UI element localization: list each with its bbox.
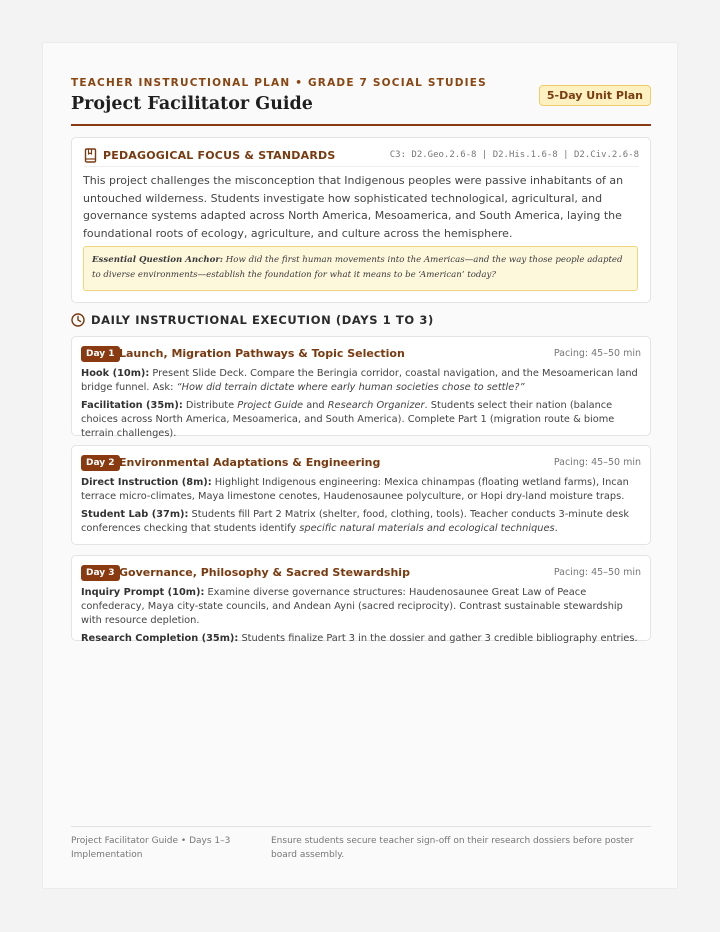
- activity-label: Hook (10m):: [81, 368, 150, 379]
- activity-text: and: [303, 400, 328, 411]
- clock-icon: [71, 313, 85, 327]
- day-card: [71, 336, 651, 439]
- unit-plan-badge: 5-Day Unit Plan: [539, 85, 651, 106]
- activity-label: Facilitation (35m):: [81, 400, 183, 411]
- page-title: Project Facilitator Guide: [71, 94, 313, 114]
- day-title: Governance, Philosophy & Sacred Stewardship: [119, 566, 410, 579]
- activity-text: Examine diverse governance structures: Haudenosaunee Great Law of Peace confederacy, Maya city-state councils, and Andean Ayni (sacred reciprocity). Contrast sustainable stewardship with resource depletion.: [81, 587, 623, 626]
- activity-emphasis: “How did terrain dictate where early human societies chose to settle?”: [176, 382, 525, 393]
- day-card: [71, 555, 651, 644]
- footer-divider: [71, 826, 651, 827]
- document-header: [71, 77, 651, 114]
- header-divider: [71, 124, 651, 126]
- activity-text: .: [554, 523, 558, 534]
- day-card: [71, 445, 651, 545]
- day-pacing: Pacing: 45–50 min: [553, 348, 641, 359]
- footer-left-note: Project Facilitator Guide • Days 1–3 Implementation: [71, 836, 231, 860]
- footer-right-note: Ensure students secure teacher sign-off on their research dossiers before poster board assembly.: [271, 836, 634, 860]
- activity-row: [81, 586, 643, 628]
- activity-row: [81, 399, 643, 441]
- activity-emphasis: Project Guide: [237, 400, 304, 411]
- document-page: [42, 42, 678, 889]
- day-activities: [81, 367, 643, 445]
- standards-codes: C3: D2.Geo.2.6-8 | D2.His.1.6-8 | D2.Civ.2.6-8: [389, 150, 639, 160]
- essential-question-callout: [83, 246, 638, 291]
- daily-execution-title: DAILY INSTRUCTIONAL EXECUTION (DAYS 1 TO 3): [91, 313, 434, 327]
- document-eyebrow: TEACHER INSTRUCTIONAL PLAN • GRADE 7 SOCIAL STUDIES: [71, 77, 487, 89]
- focus-card-title: PEDAGOGICAL FOCUS & STANDARDS: [103, 149, 336, 162]
- activity-text: Students fill Part 2 Matrix (shelter, food, clothing, tools). Teacher conducts 3-minute desk conferences checking that students identify: [81, 509, 629, 534]
- activity-text: Present Slide Deck. Compare the Beringia corridor, coastal navigation, and the Mesoamerican land bridge funnel. Ask:: [81, 368, 638, 393]
- activity-text: Highlight Indigenous engineering: Mexica chinampas (floating wetland farms), Incan terrace micro-climates, Maya limestone cenotes, Haudenosaunee polyculture, or Hopi dry-land moisture traps.: [81, 477, 629, 502]
- activity-text: Distribute: [182, 400, 238, 411]
- activity-label: Direct Instruction (8m):: [81, 477, 212, 488]
- pedagogical-focus-card: [71, 137, 651, 303]
- day-activities: [81, 476, 643, 540]
- activity-label: Research Completion (35m):: [81, 633, 239, 644]
- activity-emphasis: Research Organizer: [327, 400, 425, 411]
- day-pacing: Pacing: 45–50 min: [553, 457, 641, 468]
- day-badge: Day 3: [81, 565, 120, 581]
- activity-row: [81, 508, 643, 536]
- activity-label: Student Lab (37m):: [81, 509, 189, 520]
- day-badge: Day 1: [81, 346, 120, 362]
- book-icon: [84, 148, 97, 163]
- day-title: Environmental Adaptations & Engineering: [119, 456, 381, 469]
- activity-row: [81, 476, 643, 504]
- daily-execution-heading: [71, 311, 651, 331]
- activity-text: . Students select their nation (balance choices across North America, Mesoamerica, and South America). Complete Part 1 (migration route & biome terrain challenges).: [81, 400, 615, 439]
- essential-question-label: Essential Question Anchor:: [92, 255, 224, 265]
- activity-text: Students finalize Part 3 in the dossier and gather 3 credible bibliography entries.: [238, 633, 638, 644]
- essential-question-text: How did the first human movements into the Americas—and the way those people adapted to diverse environments—establish the foundation for what it means to be ‘American’ today?: [92, 255, 623, 280]
- focus-card-header: [84, 147, 639, 167]
- day-pacing: Pacing: 45–50 min: [553, 567, 641, 578]
- day-badge: Day 2: [81, 455, 120, 471]
- activity-row: [81, 632, 643, 646]
- day-title: Launch, Migration Pathways & Topic Selection: [119, 347, 405, 360]
- activity-row: [81, 367, 643, 395]
- day-activities: [81, 586, 643, 650]
- activity-label: Inquiry Prompt (10m):: [81, 587, 205, 598]
- activity-emphasis: specific natural materials and ecological techniques: [299, 523, 555, 534]
- focus-description: This project challenges the misconception that Indigenous peoples were passive inhabitants of an untouched wilderness. Students investigate how sophisticated technological, agricultural, and governance systems adapted across North America, Mesoamerica, and South America, laying the foundational roots of ecology, agriculture, and culture across the hemisphere.: [83, 174, 624, 240]
